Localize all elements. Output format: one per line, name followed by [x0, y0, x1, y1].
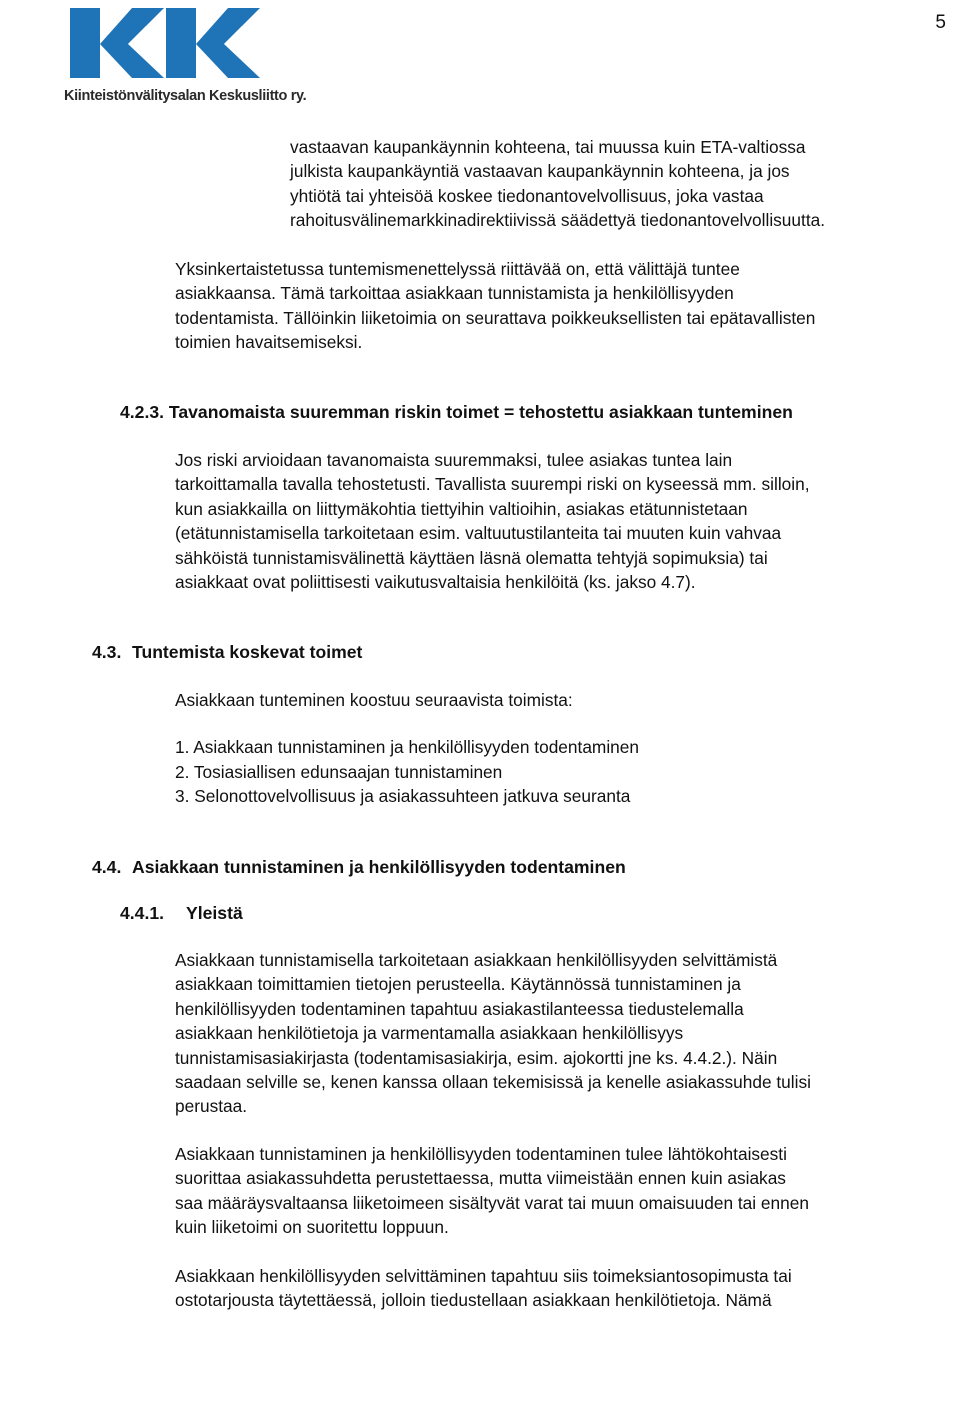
section-4-2-3-paragraph: [175, 448, 957, 594]
text-line: toimien havaitsemiseksi.: [175, 332, 363, 353]
text-line: ostotarjousta täytettäessä, jolloin tiedustellaan asiakkaan henkilötietoja. Nämä: [175, 1290, 772, 1311]
text-line: saa määräysvaltaansa liiketoimeen sisältyvät varat tai muun omaisuuden tai ennen: [175, 1192, 809, 1213]
section-4-4-1-paragraph-2: [175, 1142, 957, 1240]
text-line: todentamista. Tällöinkin liiketoimia on seurattava poikkeuksellisten tai epätavallisten: [175, 307, 816, 328]
heading-number: 4.4.: [92, 857, 122, 877]
section-4-4-1-paragraph-1: [175, 948, 957, 1119]
list-item: 2. Tosiasiallisen edunsaajan tunnistaminen: [175, 761, 503, 782]
text-line: kun asiakkailla on liittymäkohtia tiettyihin valtioihin, asiakas etätunnistetaan: [175, 498, 748, 519]
text-line: tunnistamisasiakirjasta (todentamisasiakirja, esim. ajokortti jne ks. 4.4.2.). Näin: [175, 1047, 778, 1068]
simplified-paragraph: [175, 257, 957, 355]
text-line: asiakkaat ovat poliittisesti vaikutusvaltaisia henkilöitä (ks. jakso 4.7).: [175, 572, 696, 593]
page-number: 5: [935, 12, 946, 33]
heading-number: 4.4.1.: [120, 903, 165, 923]
heading-number: 4.3.: [92, 642, 122, 662]
heading-4-4-1: [120, 903, 243, 924]
text-line: sähköistä tunnistamisvälinettä käyttäen läsnä olematta tehtyjä sopimuksia) tai: [175, 547, 768, 568]
text-line: yhtiötä tai yhteisöä koskee tiedonantovelvollisuus, joka vastaa: [290, 185, 764, 206]
text-line: saadaan selville se, kenen kanssa ollaan tekemisissä ja kenelle asiakassuhde tulisi: [175, 1072, 811, 1093]
section-4-4-1-paragraph-3: [175, 1264, 957, 1313]
text-line: asiakkaansa. Tämä tarkoittaa asiakkaan tunnistamista ja henkilöllisyyden: [175, 283, 734, 304]
text-line: henkilöllisyyden todentaminen tapahtuu asiakastilanteessa tiedustelemalla: [175, 998, 744, 1019]
heading-title: Tavanomaista suuremman riskin toimet = tehostettu asiakkaan tunteminen: [168, 402, 793, 422]
text-line: suorittaa asiakassuhdetta perustettaessa, mutta viimeistään ennen kuin asiakas: [175, 1168, 786, 1189]
list-item: 1. Asiakkaan tunnistaminen ja henkilöllisyyden todentaminen: [175, 737, 640, 757]
logo-text: Kiinteistönvälitysalan Keskusliitto ry.: [64, 88, 307, 104]
text-line: Asiakkaan tunnistamisella tarkoitetaan asiakkaan henkilöllisyyden selvittämistä: [175, 950, 778, 970]
heading-4-3: [92, 642, 362, 663]
text-line: perustaa.: [175, 1096, 248, 1117]
text-line: rahoitusvälinemarkkinadirektiivissä säädettyä tiedonantovelvollisuutta.: [290, 210, 826, 231]
heading-number: 4.2.3.: [120, 402, 165, 422]
heading-title: Asiakkaan tunnistaminen ja henkilöllisyyden todentaminen: [132, 857, 626, 877]
kk-logo-mark: [70, 6, 260, 88]
heading-title: Tuntemista koskevat toimet: [132, 642, 363, 662]
text-line: asiakkaan henkilötietoja ja varmentamalla asiakkaan henkilöllisyys: [175, 1023, 684, 1044]
text-line: tarkoittamalla tavalla tehostetusti. Tavallista suurempi riski on kyseessä mm. silloin,: [175, 474, 810, 495]
text-line: kuin liiketoimi on suoritettu loppuun.: [175, 1217, 449, 1238]
heading-4-4: [92, 857, 626, 878]
list-item: 3. Selonottovelvollisuus ja asiakassuhteen jatkuva seuranta: [175, 786, 631, 806]
text-line: Jos riski arvioidaan tavanomaista suuremmaksi, tulee asiakas tuntea lain: [175, 450, 733, 470]
steps-list: [175, 735, 639, 809]
organization-logo: [62, 6, 307, 104]
heading-4-2-3: [120, 402, 793, 423]
text-line: (etätunnistamisella tarkoitetaan esim. valtuutustilanteita tai muuten kuin vahvaa: [175, 523, 782, 544]
intro-paragraph: [290, 135, 960, 233]
text-line: Asiakkaan henkilöllisyyden selvittäminen tapahtuu siis toimeksiantosopimusta tai: [175, 1266, 792, 1286]
text-line: vastaavan kaupankäynnin kohteena, tai muussa kuin ETA-valtiossa: [290, 137, 806, 157]
text-line: asiakkaan toimittamien tietojen perusteella. Käytännössä tunnistaminen ja: [175, 974, 741, 995]
text-line: Asiakkaan tunnistaminen ja henkilöllisyyden todentaminen tulee lähtökohtaisesti: [175, 1144, 787, 1164]
section-4-3-intro: [175, 688, 957, 712]
text-line: julkista kaupankäyntiä vastaavan kaupankäynnin kohteena, ja jos: [290, 161, 790, 182]
heading-title: Yleistä: [186, 903, 243, 923]
text-line: Yksinkertaistetussa tuntemismenettelyssä riittävää on, että välittäjä tuntee: [175, 259, 740, 279]
text-line: Asiakkaan tunteminen koostuu seuraavista toimista:: [175, 690, 573, 710]
